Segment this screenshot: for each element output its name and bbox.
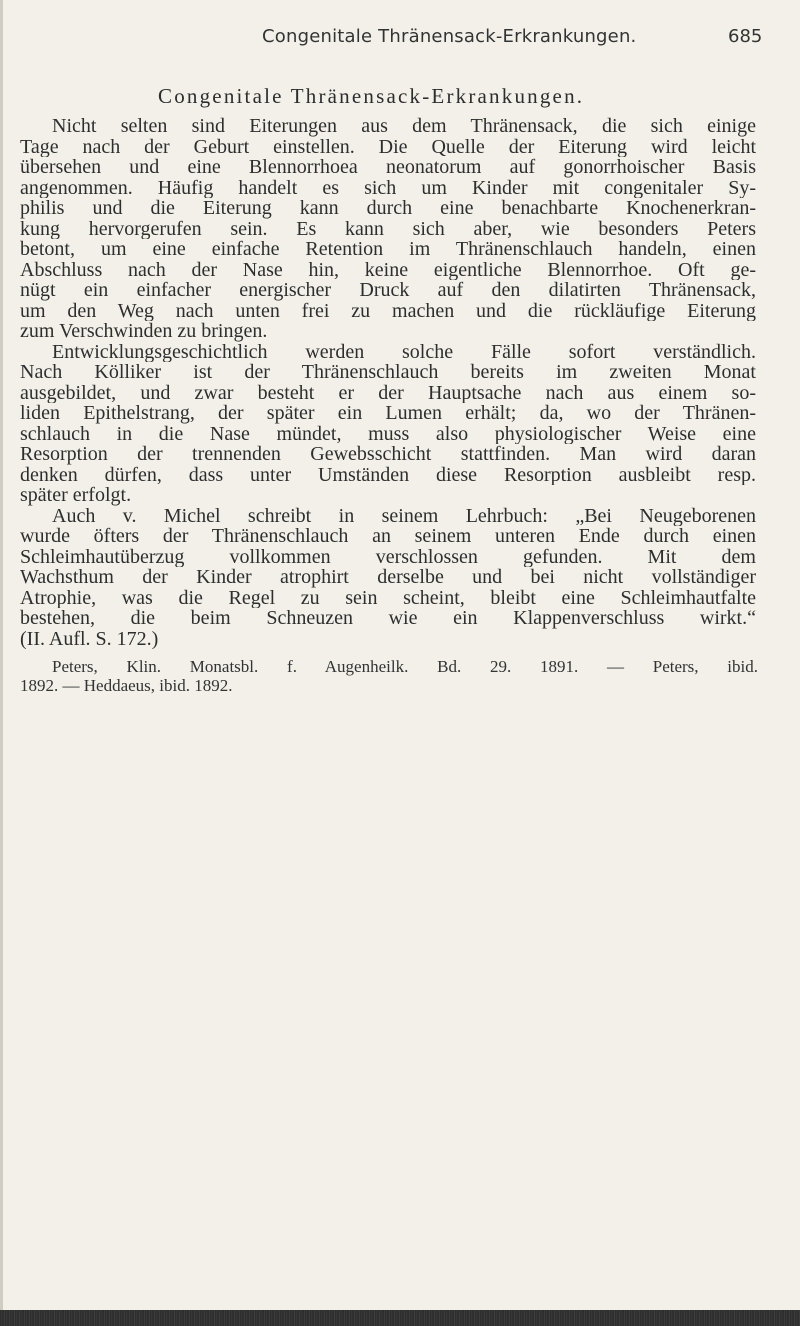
- text-line: Abschluss nach der Nase hin, keine eigentliche Blennorrhoe. Oft ge-: [20, 259, 756, 280]
- text-line: Tage nach der Geburt einstellen. Die Quelle der Eiterung wird leicht: [20, 136, 756, 157]
- text-line: (II. Aufl. S. 172.): [20, 628, 159, 649]
- text-line: nügt ein einfacher energischer Druck auf den dilatirten Thränensack,: [20, 280, 756, 301]
- text-line: Resorption der trennenden Gewebsschicht stattfinden. Man wird daran: [20, 444, 756, 465]
- reference-line: Peters, Klin. Monatsbl. f. Augenheilk. Bd. 29. 1891. — Peters, ibid.: [52, 658, 758, 676]
- running-head: Congenitale Thränensack-Erkrankungen.: [262, 26, 637, 47]
- text-line: Auch v. Michel schreibt in seinem Lehrbuch: „Bei Neugeborenen: [52, 505, 756, 526]
- reference-line: 1892. — Heddaeus, ibid. 1892.: [20, 676, 233, 695]
- text-line: denken dürfen, dass unter Umständen diese Resorption ausbleibt resp.: [20, 464, 756, 485]
- references: [20, 658, 758, 695]
- text-line: kung hervorgerufen sein. Es kann sich aber, wie besonders Peters: [20, 218, 756, 239]
- text-line: zum Verschwinden zu bringen.: [20, 321, 268, 342]
- text-line: bestehen, die beim Schneuzen wie ein Klappenverschluss wirkt.“: [20, 608, 756, 629]
- text-line: Nach Kölliker ist der Thränenschlauch bereits im zweiten Monat: [20, 362, 756, 383]
- paragraph-3: [20, 506, 756, 650]
- text-line: um den Weg nach unten frei zu machen und die rückläufige Eiterung: [20, 300, 756, 321]
- section-title: Congenitale Thränensack-Erkrankungen.: [158, 84, 585, 108]
- text-line: ausgebildet, und zwar besteht er der Hauptsache nach aus einem so-: [20, 382, 756, 403]
- text-line: liden Epithelstrang, der später ein Lumen erhält; da, wo der Thränen-: [20, 403, 756, 424]
- text-line: philis und die Eiterung kann durch eine benachbarte Knochenerkran-: [20, 198, 756, 219]
- paragraph-2: [20, 342, 756, 506]
- text-line: betont, um eine einfache Retention im Thränenschlauch handeln, einen: [20, 239, 756, 260]
- text-line: angenommen. Häufig handelt es sich um Kinder mit congenitaler Sy-: [20, 177, 756, 198]
- body-text: [20, 116, 756, 649]
- text-line: schlauch in die Nase mündet, muss also physiologischer Weise eine: [20, 423, 756, 444]
- text-line: später erfolgt.: [20, 485, 132, 506]
- text-line: wurde öfters der Thränenschlauch an seinem unteren Ende durch einen: [20, 526, 756, 547]
- text-line: Entwicklungsgeschichtlich werden solche Fälle sofort verständlich.: [52, 341, 756, 362]
- text-line: Schleimhautüberzug vollkommen verschlossen gefunden. Mit dem: [20, 546, 756, 567]
- scan-edge-band: [0, 1310, 800, 1326]
- text-line: Atrophie, was die Regel zu sein scheint, bleibt eine Schleimhautfalte: [20, 587, 756, 608]
- page-edge: [0, 0, 3, 1326]
- text-line: Wachsthum der Kinder atrophirt derselbe und bei nicht vollständiger: [20, 567, 756, 588]
- page-number: 685: [728, 26, 763, 47]
- paragraph-1: [20, 116, 756, 342]
- text-line: übersehen und eine Blennorrhoea neonatorum auf gonorrhoischer Basis: [20, 157, 756, 178]
- text-line: Nicht selten sind Eiterungen aus dem Thränensack, die sich einige: [52, 116, 756, 137]
